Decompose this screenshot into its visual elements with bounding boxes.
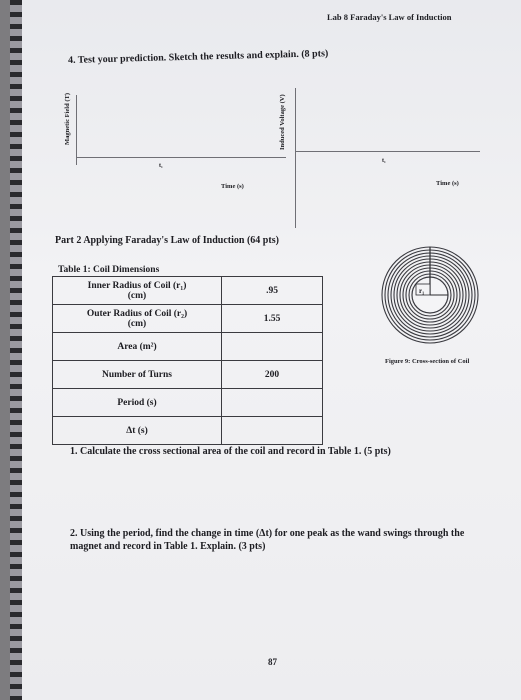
question-1: 1. Calculate the cross sectional area of the coil and record in Table 1. (5 pts) bbox=[70, 446, 391, 457]
row-label: Inner Radius of Coil (r₁) bbox=[87, 280, 187, 291]
left-graph-x-axis bbox=[76, 157, 286, 158]
table-row bbox=[53, 361, 323, 389]
table-cell-value[interactable] bbox=[222, 417, 323, 445]
table-cell-label bbox=[53, 277, 222, 305]
table-cell-label: Δt (s) bbox=[53, 417, 222, 445]
left-graph-x-label: Time (s) bbox=[221, 183, 244, 190]
figure-caption: Figure 9: Cross-section of Coil bbox=[385, 358, 470, 365]
right-graph-y-axis bbox=[295, 88, 296, 228]
part2-title: Part 2 Applying Faraday's Law of Induction (64 pts) bbox=[55, 235, 279, 246]
row-unit: (cm) bbox=[127, 290, 147, 301]
table-row bbox=[53, 333, 323, 361]
table-row bbox=[53, 389, 323, 417]
right-graph-x-axis bbox=[295, 151, 480, 152]
coil-cross-section-figure bbox=[380, 245, 480, 345]
right-graph-x-label: Time (s) bbox=[436, 180, 459, 187]
table-cell-value: .95 bbox=[222, 277, 323, 305]
right-graph-y-label: Induced Voltage (V) bbox=[279, 94, 286, 150]
row-unit: (cm) bbox=[127, 318, 147, 329]
table-row bbox=[53, 417, 323, 445]
worksheet-page bbox=[10, 0, 521, 700]
table-cell-value: 1.55 bbox=[222, 305, 323, 333]
table-cell-value: 200 bbox=[222, 361, 323, 389]
table-cell-label bbox=[53, 305, 222, 333]
table-row bbox=[53, 305, 323, 333]
table-cell-label: Period (s) bbox=[53, 389, 222, 417]
spiral-binding bbox=[10, 0, 22, 700]
table-row bbox=[53, 277, 323, 305]
page-number: 87 bbox=[268, 657, 277, 667]
right-graph-tick: t₁ bbox=[382, 158, 386, 164]
question-2: 2. Using the period, find the change in time (Δt) for one peak as the wand swings through the magnet and record in Table 1. Explain. (3 pts) bbox=[70, 528, 465, 552]
page-header: Lab 8 Faraday's Law of Induction bbox=[327, 12, 452, 22]
coil-dimensions-table bbox=[52, 276, 323, 445]
table-caption: Table 1: Coil Dimensions bbox=[58, 265, 160, 275]
table-cell-value[interactable] bbox=[222, 333, 323, 361]
table-cell-label: Area (m²) bbox=[53, 333, 222, 361]
figure-r1-label: r₁ bbox=[419, 287, 425, 295]
table-cell-label: Number of Turns bbox=[53, 361, 222, 389]
table-cell-value[interactable] bbox=[222, 389, 323, 417]
question-4: 4. Test your prediction. Sketch the results and explain. (8 pts) bbox=[67, 48, 329, 66]
left-graph-y-axis bbox=[76, 95, 77, 165]
left-graph-y-label: Magnetic Field (T) bbox=[64, 93, 71, 145]
left-graph-tick: t₁ bbox=[159, 163, 163, 169]
row-label: Outer Radius of Coil (r₂) bbox=[86, 308, 188, 319]
